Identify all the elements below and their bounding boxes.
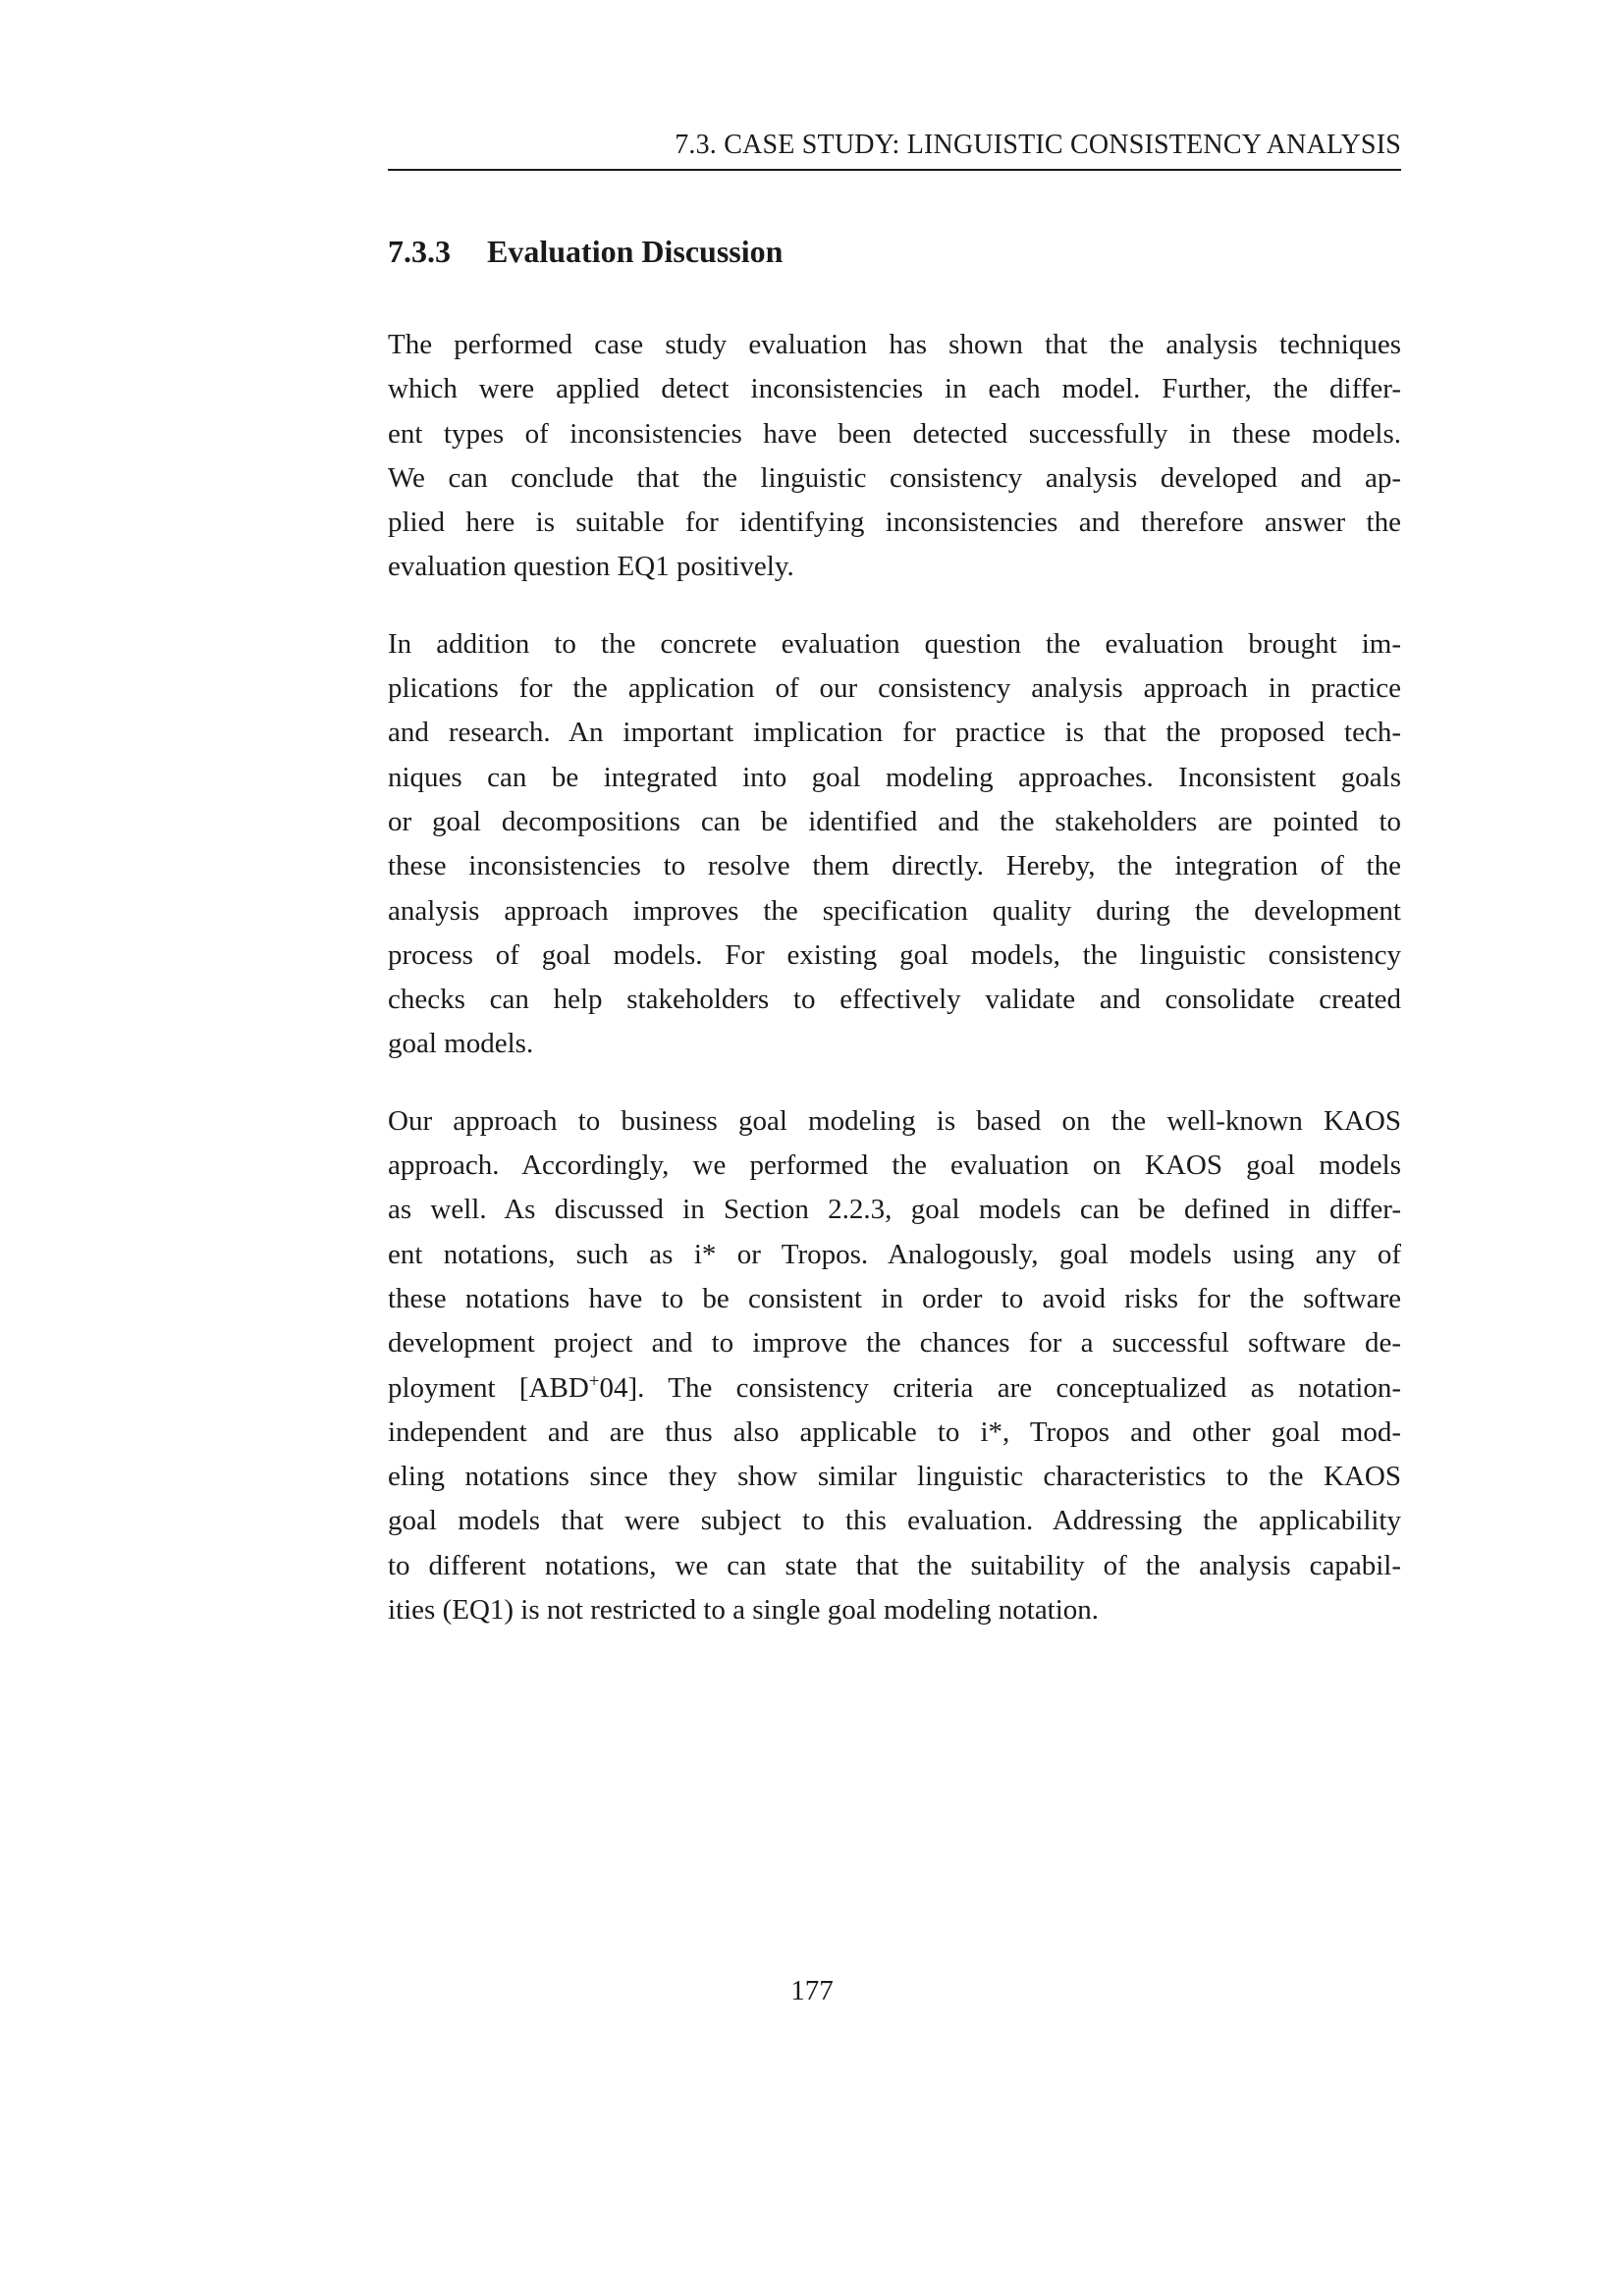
text-line: plied here is suitable for identifying inconsistencies and therefore answer the — [388, 507, 1401, 539]
text-line: these inconsistencies to resolve them directly. Hereby, the integration of the — [388, 850, 1401, 882]
text-line: niques can be integrated into goal modeling approaches. Inconsistent goals — [388, 761, 1401, 793]
text-line: goal models. — [388, 1028, 534, 1060]
paragraph-1 — [388, 323, 1401, 590]
page-number: 177 — [790, 1975, 834, 2006]
text-line-with-citation — [388, 1366, 1401, 1411]
body-text — [388, 323, 1401, 1665]
text-line: ities (EQ1) is not restricted to a single goal modeling notation. — [388, 1594, 1100, 1627]
section-heading — [388, 230, 1401, 273]
text-line: In addition to the concrete evaluation question the evaluation brought im- — [388, 627, 1401, 660]
text-line: The performed case study evaluation has shown that the analysis techniques — [388, 329, 1401, 360]
paragraph-3 — [388, 1099, 1401, 1633]
section-number: 7.3.3 — [388, 234, 451, 269]
text-line: analysis approach improves the specification quality during the development — [388, 894, 1401, 927]
text-line: ent types of inconsistencies have been detected successfully in these models. — [388, 417, 1401, 450]
text-line: Our approach to business goal modeling is based on the well-known KAOS — [388, 1104, 1401, 1137]
citation-text-before: ployment [ABD — [388, 1371, 589, 1404]
text-line: evaluation question EQ1 positively. — [388, 551, 794, 583]
text-line: ent notations, such as i* or Tropos. Analogously, goal models using any of — [388, 1238, 1401, 1270]
running-header: 7.3. CASE STUDY: LINGUISTIC CONSISTENCY ANALYSIS — [388, 126, 1401, 171]
text-line: or goal decompositions can be identified and the stakeholders are pointed to — [388, 805, 1401, 837]
text-line: which were applied detect inconsistencies in each model. Further, the differ- — [388, 373, 1401, 405]
section-title: Evaluation Discussion — [487, 234, 784, 269]
text-line: approach. Accordingly, we performed the evaluation on KAOS goal models — [388, 1149, 1401, 1182]
citation-superscript: + — [588, 1370, 600, 1392]
citation-text-after: 04]. The consistency criteria are conceptualized as notation- — [599, 1371, 1401, 1404]
paragraph-2 — [388, 622, 1401, 1067]
text-line: process of goal models. For existing goal models, the linguistic consistency — [388, 938, 1401, 971]
text-line: development project and to improve the chances for a successful software de- — [388, 1327, 1401, 1360]
text-line: goal models that were subject to this evaluation. Addressing the applicability — [388, 1505, 1401, 1537]
text-line: plications for the application of our consistency analysis approach in practice — [388, 672, 1401, 705]
text-line: to different notations, we can state that the suitability of the analysis capabil- — [388, 1549, 1401, 1581]
text-line: We can conclude that the linguistic consistency analysis developed and ap- — [388, 461, 1401, 494]
text-line: and research. An important implication for practice is that the proposed tech- — [388, 717, 1401, 749]
text-line: eling notations since they show similar linguistic characteristics to the KAOS — [388, 1461, 1401, 1493]
text-line: checks can help stakeholders to effectively validate and consolidate created — [388, 984, 1401, 1016]
text-line: these notations have to be consistent in order to avoid risks for the software — [388, 1282, 1401, 1314]
text-line: as well. As discussed in Section 2.2.3, goal models can be defined in differ- — [388, 1194, 1401, 1226]
text-line: independent and are thus also applicable to i*, Tropos and other goal mod- — [388, 1415, 1401, 1448]
